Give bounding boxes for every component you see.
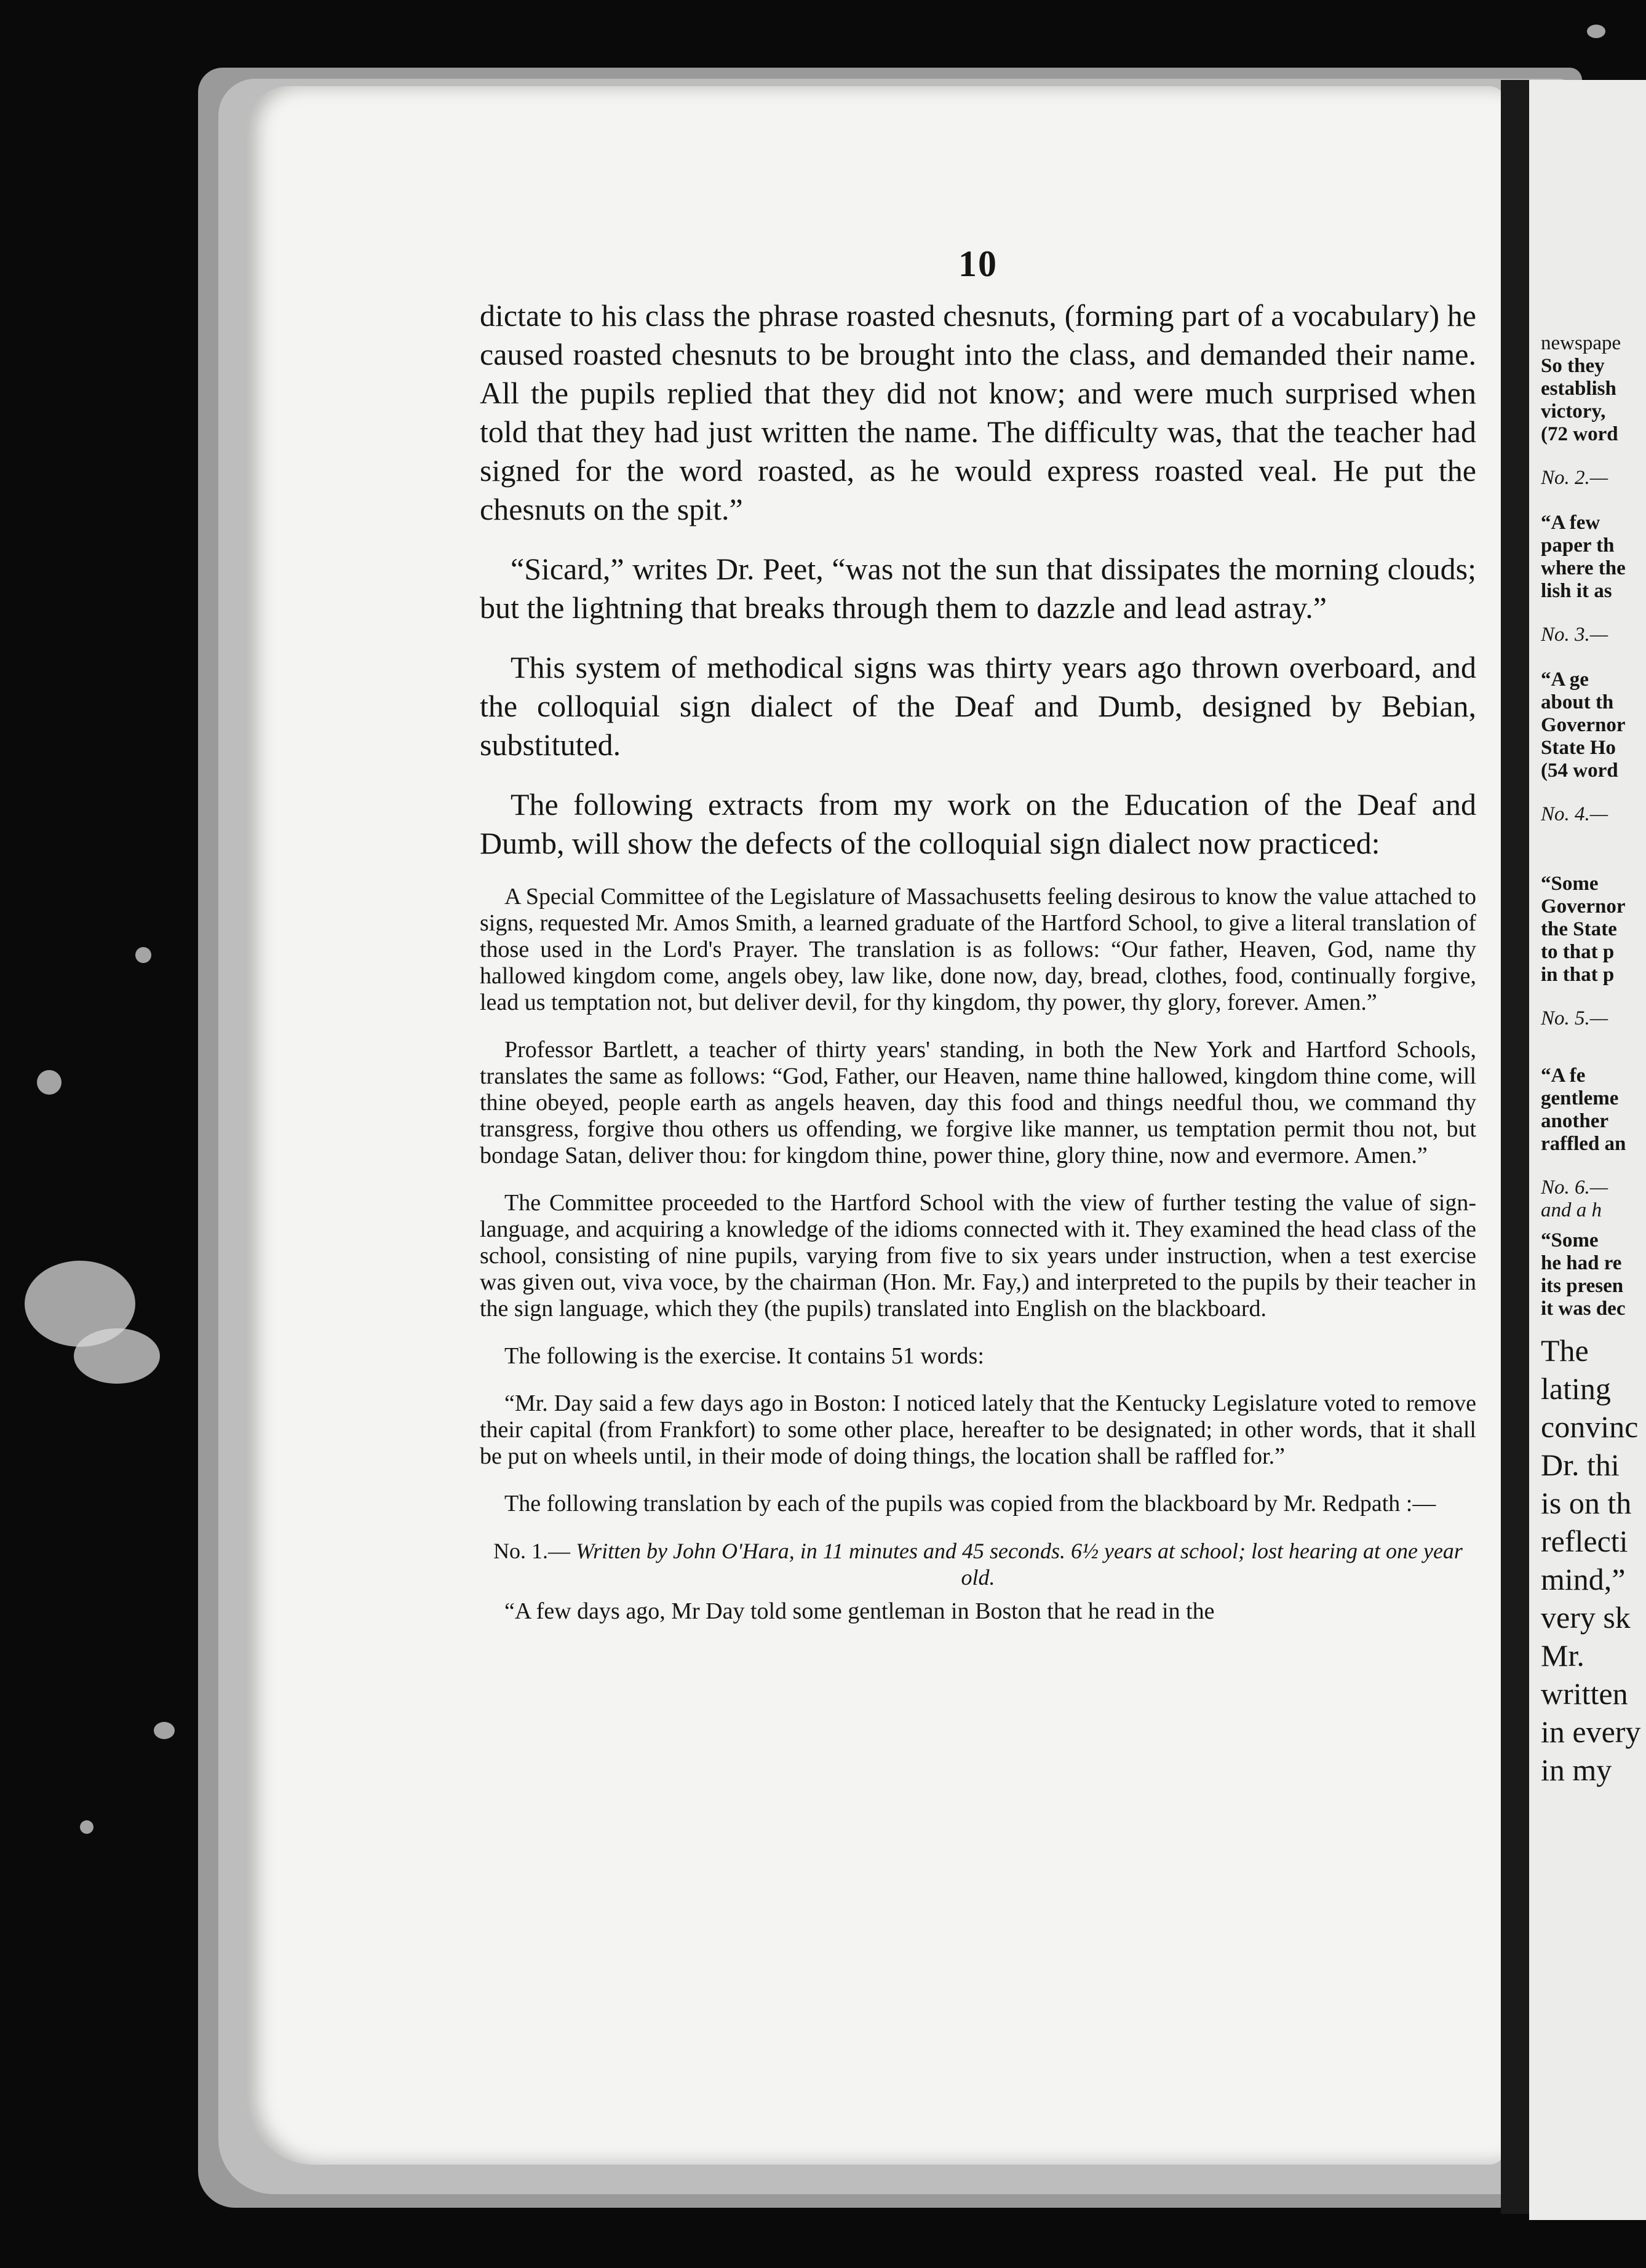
- right-line: paper th: [1541, 534, 1615, 557]
- quoted-paragraph: The Committee proceeded to the Hartford School with the view of further testing the value of sign-language, and acquiring a knowledge of the idioms connected with it. They examined the head class of the school, consisting of nine pupils, varying from five to six years under instruction, when a test exercise was given out, viva voce, by the chairman (Hon. Mr. Fay,) and interpreted to the pupils by their teacher in the sign language, which they (the pupils) translated into English on the blackboard.: [480, 1190, 1476, 1322]
- right-line: Governor: [1541, 895, 1626, 918]
- right-line: “A few: [1541, 512, 1600, 534]
- right-line: So they: [1541, 355, 1605, 377]
- right-line: its presen: [1541, 1275, 1624, 1297]
- scan-speck: [80, 1820, 93, 1834]
- book-gutter: [1501, 80, 1529, 2214]
- paragraph: This system of methodical signs was thirty years ago thrown overboard, and the colloquial sign dialect of the Deaf and Dumb, designed by Bebian, substituted.: [480, 650, 1476, 762]
- right-line: No. 4.—: [1541, 803, 1608, 825]
- right-line: where the: [1541, 557, 1626, 579]
- quoted-paragraph: A Special Committee of the Legislature of Massachusetts feeling desirous to know the value attached to signs, requested Mr. Amos Smith, a learned graduate of the Hartford School, to give a literal translation of those used in the Lord's Prayer. The translation is as follows: “Our father, Heaven, God, name thy hallowed kingdom come, angels obey, law like, done now, day, bread, clothes, food, continually forgive, lead us temptation not, but deliver devil, for thy kingdom, thy power, thy glory, forever. Amen.”: [480, 884, 1476, 1015]
- right-line: Mr.: [1541, 1638, 1584, 1673]
- paragraph: The following extracts from my work on the Education of the Deaf and Dumb, will show the defects of the colloquial sign dialect now practiced:: [480, 787, 1476, 860]
- right-line: very sk: [1541, 1600, 1631, 1635]
- right-line: lating: [1541, 1371, 1611, 1406]
- last-line: “A few days ago, Mr Day told some gentleman in Boston that he read in the: [504, 1598, 1215, 1624]
- right-line: the State: [1541, 918, 1617, 940]
- right-line: gentleme: [1541, 1087, 1619, 1109]
- scan-speck: [37, 1070, 62, 1095]
- scan-speck: [135, 947, 151, 963]
- right-line: Governor: [1541, 714, 1626, 736]
- note-text: Written by John O'Hara, in 11 minutes and 45 seconds. 6½ years at school; lost hearing at one year old.: [576, 1539, 1463, 1590]
- quoted-paragraph: Professor Bartlett, a teacher of thirty years' standing, in both the New York and Hartford Schools, translates the same as follows: “God, Father, our Heaven, name thine hallowed, kingdom thine come, will thine obeyed, people earth as angels heaven, day this food and things needful thou, we command thy transgress, forgive thou others us offending, we forgive like manner, us temptation permit thou not, but bondage Satan, deliver thou: for kingdom thine, power thine, glory thine, now and evermore. Amen.”: [480, 1037, 1476, 1168]
- right-line: about th: [1541, 691, 1614, 713]
- right-line: raffled an: [1541, 1133, 1626, 1155]
- right-line: reflecti: [1541, 1524, 1628, 1558]
- quoted-paragraph: The following is the exercise. It contains 51 words:: [504, 1343, 984, 1369]
- right-line: victory,: [1541, 400, 1606, 422]
- right-line: mind,”: [1541, 1562, 1626, 1596]
- right-line: (72 word: [1541, 423, 1618, 445]
- right-line: lish it as: [1541, 580, 1612, 602]
- scan-speck: [154, 1722, 175, 1739]
- pupil-note: [480, 1538, 1476, 1591]
- right-line: “A ge: [1541, 668, 1589, 691]
- right-line: (54 word: [1541, 759, 1618, 782]
- right-line: No. 6.—: [1541, 1176, 1608, 1199]
- paragraph: dictate to his class the phrase roasted chesnuts, (forming part of a vocabulary) he caused roasted chesnuts to be brought into the class, and demanded their name. All the pupils replied that they did not know; and were much surprised when told that they had just written the name. The difficulty was, that the teacher had signed for the word roasted, as he would express roasted veal. He put the chesnuts on the spit.”: [480, 298, 1476, 526]
- right-line: he had re: [1541, 1252, 1622, 1274]
- right-page-text: [1541, 332, 1646, 1789]
- right-line: in that p: [1541, 964, 1615, 986]
- right-line: it was dec: [1541, 1298, 1626, 1320]
- right-line: is on th: [1541, 1486, 1632, 1520]
- right-line: establish: [1541, 378, 1616, 400]
- right-line: Dr. thi: [1541, 1448, 1620, 1482]
- right-line: No. 5.—: [1541, 1007, 1608, 1029]
- paragraph: “Sicard,” writes Dr. Peet, “was not the sun that dissipates the morning clouds; but the lightning that breaks through them to dazzle and lead astray.”: [480, 552, 1476, 625]
- right-line: in my: [1541, 1753, 1612, 1787]
- right-line: No. 2.—: [1541, 467, 1608, 489]
- note-number: No. 1.—: [493, 1539, 571, 1563]
- right-line: “A fe: [1541, 1065, 1586, 1087]
- right-line: newspape: [1541, 332, 1621, 354]
- quoted-paragraph: “Mr. Day said a few days ago in Boston: I noticed lately that the Kentucky Legislature voted to remove their capital (from Frankfort) to some other place, hereafter to be designated; in other words, that it shall be put on wheels until, in their mode of doing things, the location shall be raffled for.”: [480, 1390, 1476, 1469]
- right-line: State Ho: [1541, 737, 1616, 759]
- right-line: and a h: [1541, 1199, 1602, 1221]
- right-line: written: [1541, 1676, 1628, 1711]
- page-number: 10: [958, 244, 998, 284]
- scan-speck: [74, 1328, 160, 1384]
- right-line: The: [1541, 1333, 1589, 1368]
- main-text-block: [480, 243, 1476, 1625]
- right-line: convinc: [1541, 1410, 1639, 1444]
- right-line: to that p: [1541, 941, 1615, 963]
- right-line: “Some: [1541, 873, 1599, 895]
- scan-speck: [1587, 25, 1605, 38]
- right-line: “Some: [1541, 1229, 1599, 1251]
- right-line: in every: [1541, 1715, 1641, 1749]
- right-line: No. 3.—: [1541, 624, 1608, 646]
- quoted-paragraph: The following translation by each of the pupils was copied from the blackboard by Mr. Redpath :—: [504, 1491, 1436, 1517]
- right-line: another: [1541, 1110, 1608, 1132]
